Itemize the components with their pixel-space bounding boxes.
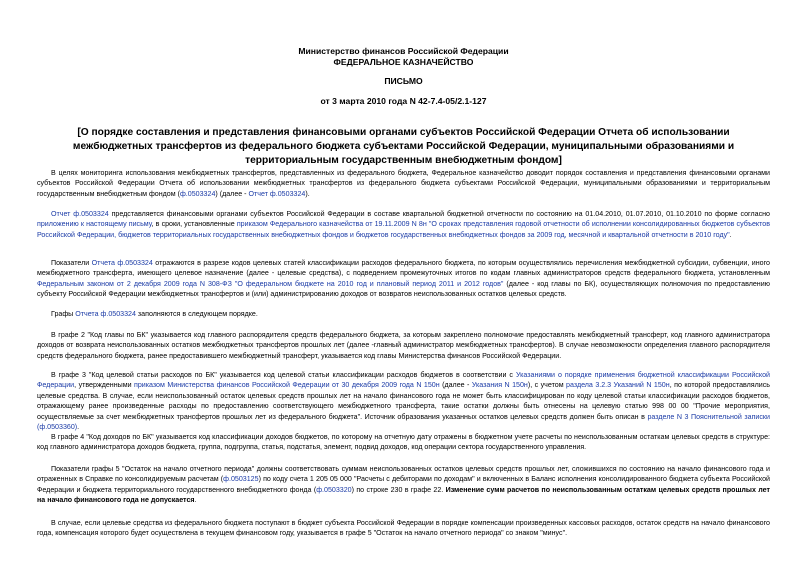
link-report-0503324[interactable]: Отчета ф.0503324 (91, 259, 153, 267)
doc-date-number: от 3 марта 2010 года N 42-7.4-05/2.1-127 (320, 96, 487, 106)
text: В случае, если целевые средства из федерального бюджета поступают в бюджет субъекта Российской Федерации в порядке компенсации произведенных кассовых расходов, остаток средств на начало финансового года, компенсация которого будет осуществлена в текущем финансовом году, указывается в графе 5 "Остаток на начало отчетного периода" со знаком "минус". (37, 519, 770, 538)
paragraph-9 (37, 518, 770, 539)
text: , утвержденными (74, 381, 135, 390)
paragraph-2 (37, 209, 770, 240)
link-section-3-2-3[interactable]: раздела 3.2.3 Указаний N 150н (566, 381, 670, 390)
text: Графы (51, 310, 76, 318)
text: отражаются в разрезе кодов целевых статей классификации расходов федерального бюджета, по которым осуществлялись перечисления межбюджетной субсидии, субвенции, иного межбюджетного трансферта, имеющего целевое назначение (далее - целевые средства), с подведением промежуточных итогов по кодам главных администраторов средств федерального бюджета, установленным (37, 259, 770, 278)
text: заполняются в следующем порядке. (135, 310, 258, 318)
text: (далее - код главы по БК), осуществляющих полномочия по предоставлению субъекту Российской Федерации межбюджетных трансфертов и (или) администрированию доходов от возвратов неиспользованных остатков целевых средств. (37, 279, 770, 299)
text: В графе 2 "Код главы по БК" указывается код главного распорядителя средств федерального бюджета, за которым закреплено полномочие предоставлять межбюджетный трансферт, код главного администратора доходов от возврата неиспользованных остатков межбюджетных трансфертов прошлых лет (далее -главный администратор межбюджетных трансфертов). В случае невозможности определения главного распорядителя средств федерального бюджета, ранее предоставившего межбюджетный трансферт, указывается код главы Министерства финансов Российской Федерации. (37, 331, 770, 360)
text: (далее - (439, 381, 472, 390)
link-budget-classification-instructions[interactable]: Указаниями о порядке применения бюджетной классификации Российской Федерации (37, 371, 770, 390)
text: , в сроки, установленные (151, 220, 237, 229)
paragraph-1 (37, 168, 770, 199)
link-form-0503324[interactable]: ф.0503324 (179, 189, 216, 198)
text: Показатели графы 5 "Остаток на начало отчетного периода" должны соответствовать суммам неиспользованных остатков целевых средств прошлых лет, сложившихся по состоянию на начало финансового года и отраженных в Справке по консолидируемым расчетам ( (37, 465, 770, 484)
bold-text: Изменение сумм расчетов по неиспользованным остаткам целевых средств прошлых лет на начало финансового года не допускается (37, 485, 770, 505)
text: представляется финансовыми органами субъектов Российской Федерации в составе квартальной бюджетной отчетности по состоянию на 01.04.2010, 01.07.2010, 01.10.2010 по форме согласно (108, 210, 770, 218)
text: ) по строке 230 в графе 22. (351, 485, 446, 494)
text: ) по коду счета 1 205 05 000 "Расчеты с дебиторами по доходам" и включенных в Баланс исполнения консолидированного бюджета субъекта Российской Федерации и бюджета территориального государственного внебюджетного фонда ( (37, 475, 770, 494)
paragraph-5 (37, 330, 770, 361)
text: ), с учетом (527, 381, 567, 390)
paragraph-8 (37, 464, 770, 506)
link-instructions-150n[interactable]: Указания N 150н (471, 381, 528, 390)
text: В графе 4 "Код доходов по БК" указывается код классификации доходов бюджетов, по которому на отчетную дату отражены в бюджетном учете расчеты по неиспользованным остаткам целевых средств в структуре: код главного администратора доходов бюджета, группа, подгруппа, статья, подстатья, элемент, подвид доходов, код операции сектора государственного управления. (37, 433, 770, 452)
document-title: [О порядке составления и представления финансовыми органами субъектов Российской Федерации Отчета об использовании межбюджетных трансфертов из федерального бюджета субъектами Российской Федерации, муниципальными образованиями и территориальным государственным внебюджетным фондом] (72, 127, 735, 166)
doc-type: ПИСЬМО (384, 76, 423, 86)
text: В графе 3 "Код целевой статьи расходов по БК" указывается код целевой статьи классификации расходов бюджетов в соответствии с (51, 371, 516, 379)
link-appendix[interactable]: приложению к настоящему письму (37, 220, 152, 229)
link-explanatory-note-section-3[interactable]: разделе N 3 Пояснительной записки (ф.0503360) (37, 412, 770, 432)
paragraph-4 (37, 309, 770, 319)
text: . (729, 230, 732, 239)
link-form-0503125[interactable]: ф.0503125 (223, 475, 259, 484)
link-order-150n[interactable]: приказом Министерства финансов Российской Федерации от 30 декабря 2009 года N 150н (134, 381, 440, 390)
text: . (77, 423, 80, 432)
ministry-name: Министерство финансов Российской Федерации (298, 46, 509, 56)
text: . (194, 496, 197, 505)
link-report-0503324[interactable]: Отчет ф.0503324 (51, 210, 109, 218)
agency-name: ФЕДЕРАЛЬНОЕ КАЗНАЧЕЙСТВО (333, 57, 474, 67)
text: , по которой предоставлялись целевые средства. В случае, если неиспользованный остаток целевых средств прошлых лет на начало финансового года не может быть классифицирован по коду целевой статьи классификации расходов бюджетов, отражающему ранее произведенные расходы по предоставлению соответствующего межбюджетного трансферта, такие остатки должны быть отнесены на целевую статью 998 00 00 "Прочие мероприятия, осуществляемые за счет межбюджетных трансфертов прошлых лет из федерального бюджета". Источник образования указанных остатков целевых средств должен быть описан в (37, 381, 770, 421)
link-form-0503320[interactable]: ф.0503320 (316, 485, 352, 494)
paragraph-7 (37, 432, 770, 453)
link-federal-law-308fz[interactable]: Федеральным законом от 2 декабря 2009 года N 308-ФЗ "О федеральном бюджете на 2010 год и плановый период 2011 и 2012 годов" (37, 279, 504, 288)
text: В целях мониторинга использования межбюджетных трансфертов, представленных из федерального бюджета, Федеральное казначейство доводит порядок составления и представления финансовыми органами субъектов Российской Федерации Отчета об использовании межбюджетных трансфертов из федерального бюджета субъектами Российской Федерации, муниципальными образованиями и территориальным государственным внебюджетным фондом ( (37, 169, 770, 198)
link-report-0503324[interactable]: Отчета ф.0503324 (75, 310, 136, 318)
link-report-0503324[interactable]: Отчет ф.0503324 (248, 189, 306, 198)
link-order-8n[interactable]: приказом Федерального казначейства от 19.11.2009 N 8н "О сроках представления годовой отчетности об исполнении консолидированных бюджетов субъектов Российской Федерации, бюджетов территориальных государственных внебюджетных фондов и бюджетов государственных внебюджетных фондов за 2009 год, месячной и квартальной отчетности в 2010 году" (37, 220, 770, 239)
paragraph-6 (37, 370, 770, 432)
text: ) (далее - (215, 189, 249, 198)
text: Показатели (51, 259, 92, 267)
paragraph-3 (37, 258, 770, 300)
text: ). (305, 189, 310, 198)
